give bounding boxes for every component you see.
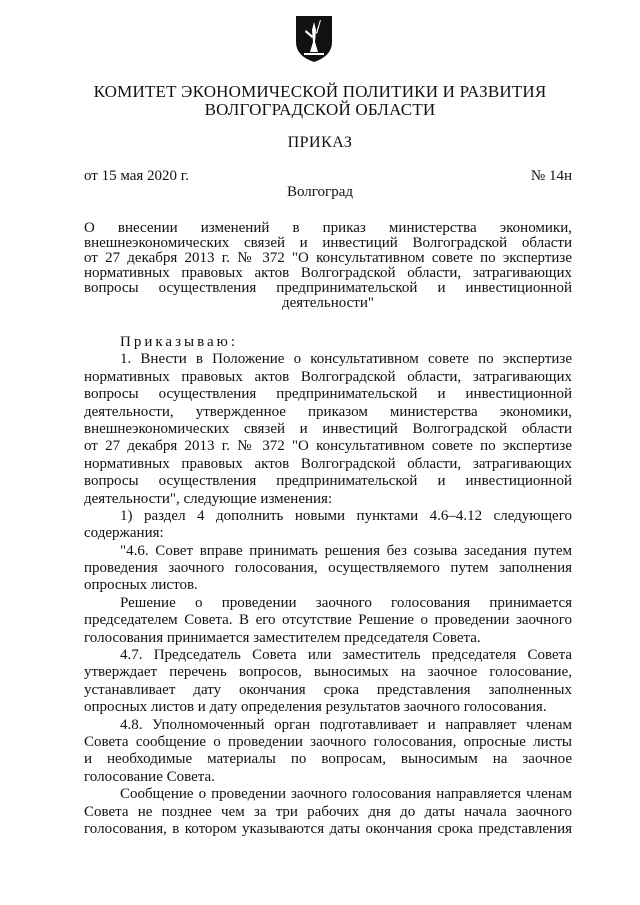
- body-line: голосования принимается заместителем председателя Совета.: [84, 629, 481, 646]
- body-line: председателем Совета. В его отсутствие Решение о проведении заочного: [84, 612, 572, 629]
- body-line: голосование Совета.: [84, 768, 215, 785]
- body-line: деятельности, утвержденное приказом министерства экономики,: [84, 403, 572, 420]
- order-number: № 14н: [530, 168, 572, 184]
- city-name: Волгоград: [286, 184, 353, 200]
- subject-line: от 27 декабря 2013 г. № 372 "О консультативном совете по экспертизе: [84, 250, 572, 266]
- body-line: устанавливает дату окончания срока представления заполненных: [84, 681, 572, 698]
- body-line: и необходимые материалы по вопросам, выносимым на заочное: [84, 751, 572, 768]
- committee-name-line-2: ВОЛГОГРАДСКОЙ ОБЛАСТИ: [204, 100, 436, 119]
- body-line: нормативных правовых актов Волгоградской области, затрагивающих: [84, 455, 572, 472]
- body-line: утверждает перечень вопросов, выносимых на заочное голосование,: [84, 664, 572, 681]
- body-line: содержания:: [84, 525, 164, 542]
- body-line: нормативных правовых актов Волгоградской области, затрагивающих: [84, 368, 572, 385]
- body-line: от 27 декабря 2013 г. № 372 "О консультативном совете по экспертизе: [84, 438, 572, 455]
- body-line: 1. Внести в Положение о консультативном совете по экспертизе: [120, 351, 572, 368]
- order-body: [84, 334, 572, 838]
- subject-line: О внесении изменений в приказ министерства экономики,: [84, 220, 572, 236]
- body-line: 1) раздел 4 дополнить новыми пунктами 4.6–4.12 следующего: [120, 507, 572, 524]
- body-line: "4.6. Совет вправе принимать решения без созыва заседания путем: [120, 542, 572, 559]
- subject-line: вопросы осуществления предпринимательской и инвестиционной: [84, 280, 572, 296]
- subject-line: нормативных правовых актов Волгоградской области, затрагивающих: [84, 265, 572, 281]
- body-line: внешнеэкономических связей и инвестиций Волгоградской области: [84, 420, 572, 437]
- body-line: деятельности", следующие изменения:: [84, 490, 333, 507]
- order-subject: [84, 221, 572, 311]
- body-line: 4.8. Уполномоченный орган подготавливает и направляет членам: [120, 716, 572, 733]
- body-line: 4.7. Председатель Совета или заместитель председателя Совета: [120, 647, 572, 664]
- body-line: Совета сообщение о проведении заочного голосования, опросные листы: [84, 733, 572, 750]
- body-line: опросных листов.: [84, 577, 198, 594]
- body-line: Решение о проведении заочного голосования принимается: [120, 594, 572, 611]
- body-line: вопросы осуществления предпринимательской и инвестиционной: [84, 386, 572, 403]
- body-line: Сообщение о проведении заочного голосования направляется членам: [120, 786, 572, 803]
- body-line: Приказываю:: [120, 334, 238, 350]
- body-line: голосования, в котором указываются даты окончания срока представления: [84, 820, 572, 837]
- body-line: Совета не позднее чем за три рабочих дня до даты начала заочного: [84, 803, 572, 820]
- body-line: вопросы осуществления предпринимательской и инвестиционной: [84, 473, 572, 490]
- document-type-title: ПРИКАЗ: [287, 134, 353, 151]
- subject-line: деятельности": [282, 295, 374, 311]
- body-line: опросных листов и дату определения результатов заочного голосования.: [84, 699, 547, 716]
- committee-name-line-1: КОМИТЕТ ЭКОНОМИЧЕСКОЙ ПОЛИТИКИ И РАЗВИТИЯ: [93, 82, 547, 101]
- coat-of-arms-emblem: [292, 12, 336, 64]
- subject-line: внешнеэкономических связей и инвестиций Волгоградской области: [84, 235, 572, 251]
- order-date: от 15 мая 2020 г.: [84, 168, 190, 184]
- body-line: проведения заочного голосования, осуществляемого путем заполнения: [84, 560, 572, 577]
